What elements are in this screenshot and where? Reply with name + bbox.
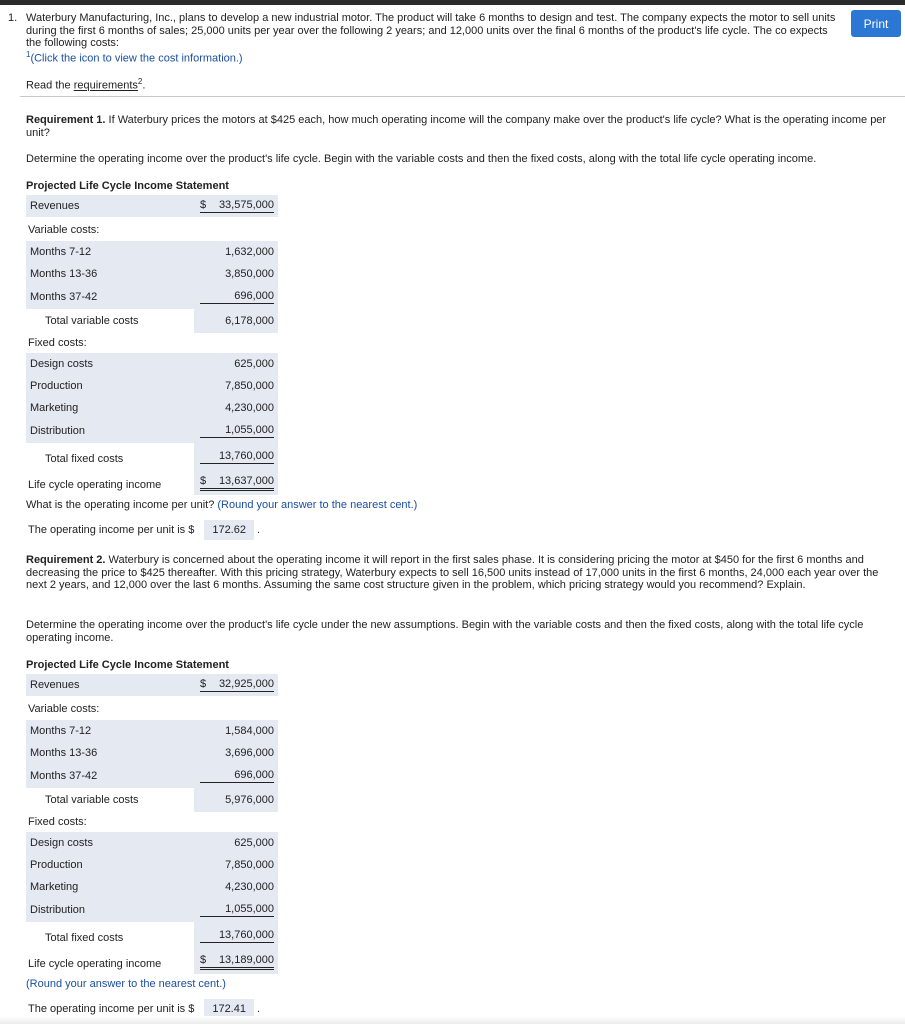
cost-info-link[interactable]: (Click the icon to view the cost information.) xyxy=(30,52,243,65)
fixed-row xyxy=(26,898,280,922)
per-unit-suffix: . xyxy=(256,1003,261,1015)
fixed-row-label: Marketing xyxy=(26,397,194,419)
operating-dollar: $ xyxy=(200,954,207,966)
revenues-cell[interactable] xyxy=(194,195,278,217)
variable-costs-label: Variable costs: xyxy=(28,224,100,236)
value-text[interactable]: 6,178,000 xyxy=(225,315,274,327)
operating-income-label: Life cycle operating income xyxy=(28,958,162,970)
operating-income-cell[interactable] xyxy=(194,950,278,974)
value-text[interactable]: 1,584,000 xyxy=(225,725,274,737)
operating-value[interactable]: 13,189,000 xyxy=(218,954,274,966)
fixed-row-label: Design costs xyxy=(26,353,194,375)
fixed-row-label: Marketing xyxy=(26,876,194,898)
req2-body: Waterbury is concerned about the operating income it will report in the first sales phase. It is considering pricing the motor at $450 for the first 6 months and decreasing the price to $425 thereafter. With this pricing strategy, Waterbury expects to sell 16,500 units instead of 17,000 units in the first 6 months, 24,000 each year over the next 2 years, and 12,000 over the last 6 months. Assuming the same cost structure given in the problem, which pricing strategy would you recommend? Explain. xyxy=(26,554,879,591)
cost-info-note[interactable] xyxy=(26,50,243,65)
req1-per-unit-question xyxy=(26,499,888,512)
variable-row xyxy=(26,263,280,285)
total-fixed-row xyxy=(26,922,280,950)
variable-row-label: Months 7-12 xyxy=(26,241,194,263)
question-intro: Waterbury Manufacturing, Inc., plans to develop a new industrial motor. The product will take 6 months to design and test. The company expects the motor to sell units during the first 6 months of sales; 25,000 units per year over the following 2 years; and 12,000 units over the final 6 months of the product's life cycle. The co expects the following costs: xyxy=(26,12,836,49)
requirements-sup: 2 xyxy=(137,77,143,86)
variable-row xyxy=(26,742,280,764)
variable-row-label: Months 13-36 xyxy=(26,742,194,764)
revenues-label: Revenues xyxy=(26,674,194,696)
total-variable-row xyxy=(26,309,280,333)
read-requirements xyxy=(26,77,145,92)
variable-row-label: Months 37-42 xyxy=(26,764,194,788)
fixed-row-value[interactable] xyxy=(194,353,278,375)
variable-row-label: Months 7-12 xyxy=(26,720,194,742)
note-sup: 1 xyxy=(26,50,31,59)
req1-text xyxy=(26,114,888,139)
req2-per-unit-hint: (Round your answer to the nearest cent.) xyxy=(26,978,226,990)
total-variable-label: Total variable costs xyxy=(45,315,139,327)
per-unit-answer[interactable]: 172.62 xyxy=(204,520,254,540)
value-text[interactable]: 1,055,000 xyxy=(200,424,274,438)
statement-title: Projected Life Cycle Income Statement xyxy=(26,180,229,192)
total-fixed-label: Total fixed costs xyxy=(45,932,124,944)
revenues-row xyxy=(26,674,280,696)
req2-heading: Requirement 2. xyxy=(26,554,106,566)
variable-row-label: Months 37-42 xyxy=(26,285,194,309)
fixed-row-label: Production xyxy=(26,375,194,397)
fixed-row-value[interactable] xyxy=(194,397,278,419)
fixed-row-value[interactable] xyxy=(194,832,278,854)
total-variable-row xyxy=(26,788,280,812)
variable-row xyxy=(26,764,280,788)
fixed-row-value[interactable] xyxy=(194,854,278,876)
fixed-row xyxy=(26,854,280,876)
req1-answer-line xyxy=(28,520,260,540)
fixed-row xyxy=(26,375,280,397)
revenues-dollar: $ xyxy=(200,199,207,211)
total-variable-label: Total variable costs xyxy=(45,794,139,806)
req2-text xyxy=(26,554,888,592)
fixed-row-value[interactable] xyxy=(194,898,278,922)
question-number: 1. xyxy=(8,12,18,24)
fixed-row-label: Production xyxy=(26,854,194,876)
value-text[interactable]: 696,000 xyxy=(200,290,274,304)
per-unit-suffix: . xyxy=(256,524,261,536)
revenues-value[interactable]: 33,575,000 xyxy=(218,199,274,211)
fixed-header-row xyxy=(26,333,280,353)
value-text[interactable]: 3,696,000 xyxy=(225,747,274,759)
fixed-row xyxy=(26,353,280,375)
fixed-row xyxy=(26,419,280,443)
operating-dollar: $ xyxy=(200,475,207,487)
value-text[interactable]: 3,850,000 xyxy=(225,268,274,280)
total-fixed-value[interactable] xyxy=(194,922,278,950)
fixed-row-label: Distribution xyxy=(26,419,194,443)
fixed-row-value[interactable] xyxy=(194,419,278,443)
fixed-costs-label: Fixed costs: xyxy=(28,816,87,828)
fixed-row xyxy=(26,832,280,854)
variable-header-row xyxy=(26,219,280,241)
req1-body: If Waterbury prices the motors at $425 each, how much operating income will the company make over the product's life cycle? What is the operating income per unit? xyxy=(26,114,887,139)
total-variable-value[interactable] xyxy=(194,309,278,333)
value-text[interactable]: 13,760,000 xyxy=(200,450,274,464)
value-text[interactable]: 1,632,000 xyxy=(225,246,274,258)
value-text[interactable]: 7,850,000 xyxy=(225,380,274,392)
fixed-costs-label: Fixed costs: xyxy=(28,337,87,349)
req1-income-statement xyxy=(26,177,280,495)
req2-instruction: Determine the operating income over the product's life cycle under the new assumptions. Begin with the variable costs and then the fixed costs, along with the total life cycle operating income. xyxy=(26,619,864,644)
fixed-header-row xyxy=(26,812,280,832)
per-unit-answer[interactable]: 172.41 xyxy=(204,999,254,1019)
top-bar xyxy=(0,0,905,5)
read-suffix: . xyxy=(142,79,146,92)
per-unit-label: The operating income per unit is $ xyxy=(28,524,195,536)
revenues-value[interactable]: 32,925,000 xyxy=(218,678,274,690)
total-variable-value[interactable] xyxy=(194,788,278,812)
read-prefix: Read the xyxy=(26,79,74,92)
variable-row-value[interactable] xyxy=(194,720,278,742)
revenues-cell[interactable] xyxy=(194,674,278,696)
value-text[interactable]: 4,230,000 xyxy=(225,402,274,414)
variable-row-value[interactable] xyxy=(194,742,278,764)
value-text[interactable]: 1,055,000 xyxy=(200,903,274,917)
operating-income-row xyxy=(26,471,280,495)
req1-instruction: Determine the operating income over the product's life cycle. Begin with the variable costs and then the fixed costs, along with the total life cycle operating income. xyxy=(26,153,817,165)
fixed-row-label: Distribution xyxy=(26,898,194,922)
value-text[interactable]: 625,000 xyxy=(234,837,274,849)
statement-title: Projected Life Cycle Income Statement xyxy=(26,659,229,671)
variable-row xyxy=(26,720,280,742)
fixed-row xyxy=(26,876,280,898)
value-text[interactable]: 4,230,000 xyxy=(225,881,274,893)
revenues-row xyxy=(26,195,280,217)
variable-row-value[interactable] xyxy=(194,241,278,263)
req2-income-statement xyxy=(26,656,280,974)
variable-costs-label: Variable costs: xyxy=(28,703,100,715)
variable-row-value[interactable] xyxy=(194,263,278,285)
operating-income-row xyxy=(26,950,280,974)
total-fixed-label: Total fixed costs xyxy=(45,453,124,465)
fixed-row-label: Design costs xyxy=(26,832,194,854)
per-unit-label: The operating income per unit is $ xyxy=(28,1003,195,1015)
fixed-row xyxy=(26,397,280,419)
fixed-row-value[interactable] xyxy=(194,876,278,898)
operating-value[interactable]: 13,637,000 xyxy=(218,475,274,487)
variable-row xyxy=(26,241,280,263)
req1-heading: Requirement 1. xyxy=(26,114,106,126)
total-fixed-row xyxy=(26,443,280,471)
value-text[interactable]: 13,760,000 xyxy=(200,929,274,943)
fixed-row-value[interactable] xyxy=(194,375,278,397)
per-unit-hint: (Round your answer to the nearest cent.) xyxy=(217,499,418,511)
requirements-link[interactable]: requirements xyxy=(73,79,138,92)
print-button[interactable]: Print xyxy=(851,10,901,37)
bottom-fade xyxy=(0,1016,905,1024)
variable-row-value[interactable] xyxy=(194,764,278,788)
variable-row-label: Months 13-36 xyxy=(26,263,194,285)
divider xyxy=(20,96,905,97)
revenues-label: Revenues xyxy=(26,195,194,217)
value-text[interactable]: 7,850,000 xyxy=(225,859,274,871)
value-text[interactable]: 625,000 xyxy=(234,358,274,370)
variable-row xyxy=(26,285,280,309)
value-text[interactable]: 696,000 xyxy=(200,769,274,783)
variable-header-row xyxy=(26,698,280,720)
operating-income-cell[interactable] xyxy=(194,471,278,495)
per-unit-question: What is the operating income per unit? xyxy=(26,499,218,511)
operating-income-label: Life cycle operating income xyxy=(28,479,162,491)
total-fixed-value[interactable] xyxy=(194,443,278,471)
variable-row-value[interactable] xyxy=(194,285,278,309)
revenues-dollar: $ xyxy=(200,678,207,690)
value-text[interactable]: 5,976,000 xyxy=(225,794,274,806)
